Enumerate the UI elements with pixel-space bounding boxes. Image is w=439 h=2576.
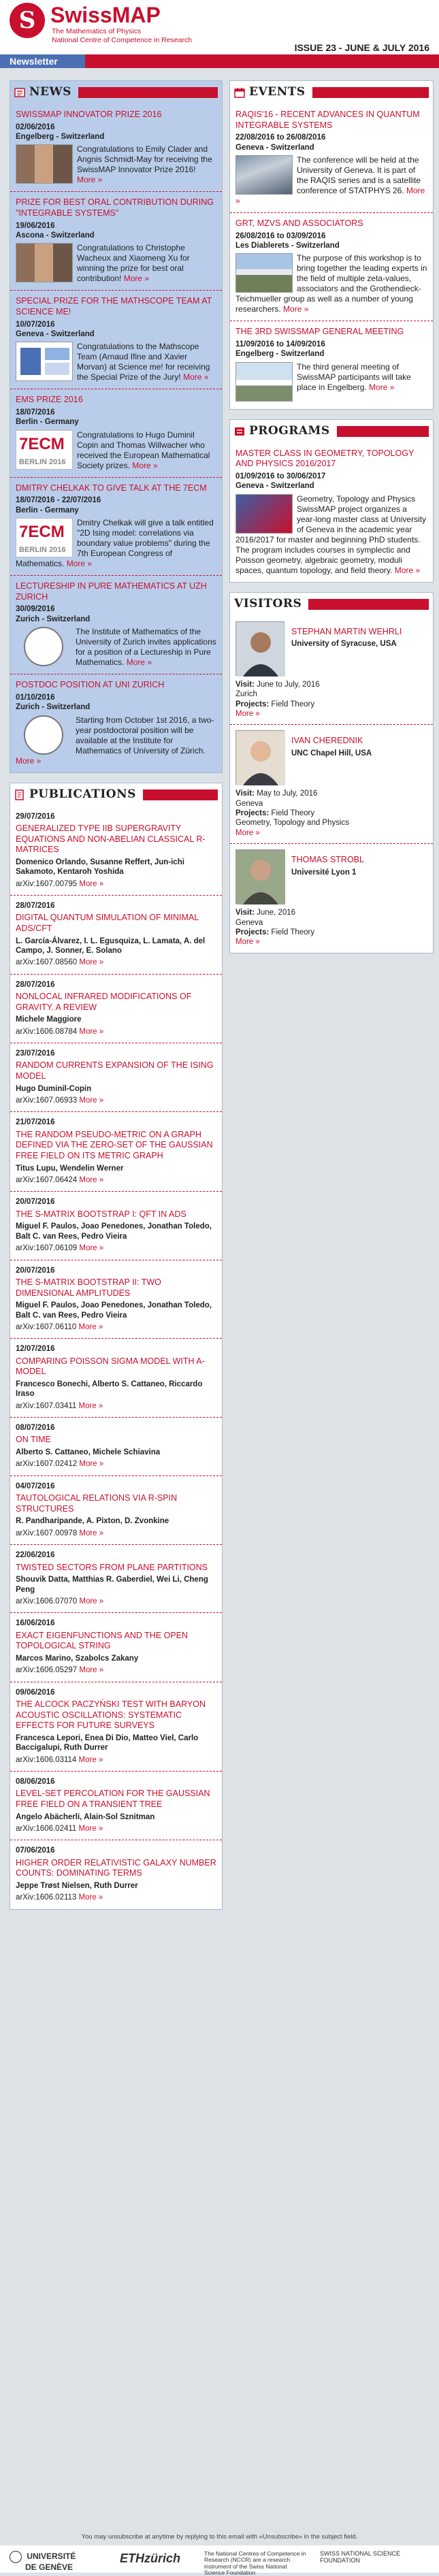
event-item: [230, 104, 433, 213]
publication-title[interactable]: COMPARING POISSON SIGMA MODEL WITH A-MODEL: [16, 1356, 205, 1377]
news-item-place: Zurich - Switzerland: [16, 703, 91, 712]
news-item-place: Berlin - Germany: [16, 506, 79, 515]
publications-title: PUBLICATIONS: [29, 787, 136, 801]
nccr-note: The National Centres of Competence in Research (NCCR) are a research instrument of the Swiss National Science Foundation: [204, 2550, 306, 2576]
projects-row: [235, 700, 427, 709]
news-item: [10, 576, 222, 674]
publication-item: [10, 1476, 222, 1545]
publications-icon: [14, 789, 25, 800]
publications-title-bar: [143, 789, 218, 800]
publication-arxiv: [16, 1027, 216, 1037]
tagline: [52, 27, 192, 44]
visit-label: Visit:: [235, 789, 255, 798]
more-link[interactable]: More »: [235, 709, 260, 718]
programs-title: PROGRAMS: [249, 424, 330, 438]
ecm-logo-sub: BERLIN 2016: [19, 457, 66, 466]
visitor-photo: [235, 730, 284, 785]
mathscope-image[interactable]: [16, 342, 73, 381]
event-title[interactable]: RAQIS'16 - RECENT ADVANCES IN QUANTUM INTEGRABLE SYSTEMS: [235, 110, 420, 130]
news-item-body: [16, 627, 216, 668]
projects-value: Field Theory: [271, 928, 315, 936]
publication-item: [10, 1339, 222, 1418]
publication-title[interactable]: LEVEL-SET PERCOLATION FOR THE GAUSSIAN FREE FIELD ON A TRANSIENT TREE: [16, 1789, 210, 1809]
program-title[interactable]: MASTER CLASS IN GEOMETRY, TOPOLOGY AND PHYSICS 2016/2017: [235, 448, 414, 469]
news-item: [10, 674, 222, 772]
publication-arxiv: [16, 1175, 216, 1185]
calendar-icon: [234, 87, 245, 98]
publication-arxiv: [16, 879, 216, 889]
visitor-card: [230, 843, 433, 953]
arxiv-id: arXiv:1606.05297: [16, 1666, 78, 1675]
news-item: [10, 192, 222, 291]
more-link[interactable]: More »: [66, 559, 93, 569]
more-link[interactable]: More »: [79, 1460, 104, 1469]
publication-date: 20/07/2016: [16, 1198, 55, 1207]
publication-date: 09/06/2016: [16, 1688, 55, 1697]
visit-row: [235, 680, 427, 689]
event-text: The purpose of this workshop is to bring together the leading experts in the field of multiple zeta-values, associators and the Grothendieck-Teichmueller group as well as a number of young researchers.: [235, 253, 427, 314]
event-title[interactable]: THE 3RD SWISSMAP GENERAL MEETING: [235, 327, 404, 337]
news-item: [10, 104, 222, 192]
news-icon: [14, 87, 25, 98]
more-link[interactable]: More »: [78, 1322, 103, 1331]
publication-item: [10, 1840, 222, 1908]
news-item-body: [16, 243, 216, 284]
program-text: Geometry, Topology and Physics SwissMAP project organizes a year-long master class at University of Geneva in the academic year 2016/2017 for master and beginning PhD students. The program includes courses in symplectic and Poisson geometry, algebraic geometry, moduli spaces, quantum topology, and field theory.: [235, 493, 427, 575]
news-item-place: Engelberg - Switzerland: [16, 133, 105, 141]
visitor-name[interactable]: THOMAS STROBL: [291, 855, 364, 865]
programs-title-bar: [337, 426, 429, 437]
publication-item: [10, 896, 222, 975]
event-place: Geneva - Switzerland: [235, 143, 314, 152]
news-item-date: 10/07/2016: [16, 320, 55, 329]
event-text: The conference will be held at the University of Geneva. It is part of the RAQIS series and is a satellite conference of STATPHYS 26.: [297, 155, 421, 195]
programs-icon: [234, 426, 245, 437]
programs-header: [230, 420, 433, 443]
news-title-bar: [78, 87, 218, 98]
publication-item: [10, 1260, 222, 1339]
news-item: [10, 478, 222, 576]
publication-arxiv: [16, 1824, 216, 1833]
projects-value: Field Theory: [271, 809, 315, 817]
visit-value: May to July, 2016: [257, 789, 318, 798]
more-link[interactable]: More »: [235, 186, 425, 206]
publication-authors: Shouvik Datta, Matthias R. Gaberdiel, Wei Li, Cheng Peng: [16, 1576, 208, 1594]
news-item-title[interactable]: LECTURESHIP IN PURE MATHEMATICS AT UZH ZURICH: [16, 581, 207, 602]
news-item-body: [16, 144, 216, 185]
event-place: Les Diablerets - Switzerland: [235, 242, 340, 250]
news-item-text: Congratulations to the Mathscope Team (Arnaud Ifine and Xavier Morvan) at Science me! for receiving the Special Prize of the Jury!: [77, 342, 210, 382]
news-item-body: [16, 342, 216, 382]
visit-city: Geneva: [235, 799, 263, 808]
publication-date: 20/07/2016: [16, 1266, 55, 1275]
publication-title[interactable]: THE RANDOM PSEUDO-METRIC ON A GRAPH DEFINED VIA THE ZERO-SET OF THE GAUSSIAN FREE FIELD ON ITS METRIC GRAPH: [16, 1129, 213, 1160]
publication-title[interactable]: ON TIME: [16, 1435, 51, 1445]
visitor-name[interactable]: STEPHAN MARTIN WEHRLI: [291, 626, 402, 636]
news-item-text: Congratulations to Christophe Wacheux and Xiaomeng Xu for winning the prize for best oral contribution!: [77, 243, 190, 284]
publications-panel: [10, 783, 223, 1910]
publication-arxiv: [16, 1529, 216, 1538]
visit-city: Geneva: [235, 918, 263, 927]
events-panel: [229, 80, 434, 410]
publication-arxiv: [16, 958, 216, 967]
event-title[interactable]: GRT, MZVS AND ASSOCIATORS: [235, 218, 363, 228]
tagline-line-2: National Centre of Competence in Research: [52, 35, 193, 44]
event-body: [235, 362, 427, 403]
more-link[interactable]: More »: [235, 938, 260, 947]
arxiv-id: arXiv:1606.08784: [16, 1027, 78, 1036]
arxiv-id: arXiv:1607.00795: [16, 879, 78, 888]
publication-title[interactable]: THE ALCOCK PACZYŃSKI TEST WITH BARYON ACOUSTIC OSCILLATIONS: SYSTEMATIC EFFECTS FOR FUTURE SURVEYS: [16, 1699, 206, 1731]
visitor-affiliation: University of Syracuse, USA: [291, 640, 397, 649]
ecm-logo-text: 7ECM: [19, 523, 65, 542]
publication-item: [10, 1192, 222, 1260]
visitor-card: [230, 616, 433, 725]
projects-label: Projects:: [235, 928, 270, 936]
engelberg-photo[interactable]: [235, 362, 293, 402]
arxiv-id: arXiv:1606.02113: [16, 1893, 77, 1902]
news-item-title[interactable]: DMITRY CHELKAK TO GIVE TALK AT THE 7ECM: [16, 483, 207, 493]
uzh-seal-icon[interactable]: [24, 627, 63, 666]
events-title-bar: [312, 87, 429, 98]
program-place: Geneva - Switzerland: [235, 482, 314, 491]
news-item-title[interactable]: SPECIAL PRIZE FOR THE MATHSCOPE TEAM AT SCIENCE ME!: [16, 296, 212, 316]
news-item-text: Congratulations to Emily Clader and Angnis Schmidt-May for receiving the SwissMAP Innovator Prize 2016!: [77, 144, 212, 175]
publication-arxiv: [16, 1893, 216, 1902]
more-link[interactable]: More »: [79, 1529, 104, 1537]
programs-panel: [229, 419, 434, 583]
news-item-place: Geneva - Switzerland: [16, 330, 95, 338]
publication-date: 21/07/2016: [16, 1118, 55, 1127]
visit-value: June to July, 2016: [257, 680, 320, 689]
more-link[interactable]: More »: [78, 1755, 103, 1764]
arxiv-id: arXiv:1607.06424: [16, 1176, 78, 1184]
news-item-place: Ascona - Switzerland: [16, 231, 95, 240]
projects-row: [235, 809, 427, 818]
publication-authors: R. Pandharipande, A. Pixton, D. Zvonkine: [16, 1517, 169, 1526]
events-title: EVENTS: [249, 85, 306, 99]
publication-title[interactable]: RANDOM CURRENTS EXPANSION OF THE ISING MODEL: [16, 1060, 214, 1081]
innovator-prize-photo[interactable]: [16, 144, 73, 184]
news-item-body: [16, 430, 216, 471]
ecm-logo-text: 7ECM: [19, 434, 65, 453]
arxiv-id: arXiv:1606.03114: [16, 1755, 77, 1764]
news-header: [10, 81, 222, 104]
footer: [0, 2545, 439, 2576]
publication-authors: Angelo Abächerli, Alain-Sol Sznitman: [16, 1812, 155, 1821]
oral-prize-photo[interactable]: [16, 243, 73, 282]
unige-logo[interactable]: [10, 2551, 76, 2572]
more-link[interactable]: More »: [79, 879, 104, 888]
master-class-poster[interactable]: [235, 494, 293, 534]
publication-authors: Francesco Bonechi, Alberto S. Cattaneo, Riccardo Iraso: [16, 1380, 203, 1399]
event-item: [230, 213, 433, 321]
publication-item: [10, 1613, 222, 1682]
program-body: [235, 494, 427, 576]
newsletter-header: [0, 0, 439, 56]
ecm-logo[interactable]: [16, 430, 73, 470]
publication-authors: Miguel F. Paulos, Joao Penedones, Jonathan Toledo, Balt C. van Rees, Pedro Vieira: [16, 1301, 212, 1320]
event-body: [235, 253, 427, 314]
publication-date: 28/07/2016: [16, 901, 55, 910]
arxiv-id: arXiv:1607.08560: [16, 958, 78, 967]
publication-item: [10, 1545, 222, 1613]
publication-arxiv: [16, 1665, 216, 1675]
publication-authors: Alberto S. Cattaneo, Michele Schiavina: [16, 1448, 161, 1456]
projects-label: Projects:: [235, 700, 270, 708]
more-link[interactable]: More »: [132, 460, 158, 470]
news-item-text: Dmitry Chelkak will give a talk entitled "2D Ising model: correlations via boundary value problems" during the 7th European Congress of Mathematics.: [16, 518, 214, 569]
publication-arxiv: [16, 1096, 216, 1105]
news-item-date: 01/10/2016: [16, 693, 55, 702]
publication-title[interactable]: TWISTED SECTORS FROM PLANE PARTITIONS: [16, 1562, 208, 1572]
visitors-title-bar: [308, 599, 429, 610]
publication-authors: Jeppe Trøst Nielsen, Ruth Durrer: [16, 1882, 138, 1890]
arxiv-id: arXiv:1607.06933: [16, 1096, 78, 1105]
ecm-logo-sub: BERLIN 2016: [19, 546, 66, 555]
publication-arxiv: [16, 1755, 216, 1765]
news-item-title[interactable]: POSTDOC POSITION AT UNI ZURICH: [16, 680, 165, 690]
publication-arxiv: [16, 1597, 216, 1606]
news-item-date: 18/07/2016 - 22/07/2016: [16, 496, 101, 505]
more-link[interactable]: More »: [394, 565, 421, 575]
visitors-panel: [229, 592, 434, 953]
news-item-body: [16, 518, 216, 569]
arxiv-id: arXiv:1607.06110: [16, 1322, 77, 1331]
visitor-details: [235, 785, 427, 838]
ecm-logo[interactable]: [16, 518, 73, 557]
publication-date: 23/07/2016: [16, 1049, 55, 1058]
tagline-line-1: The Mathematics of Physics: [52, 27, 142, 35]
event-date: 26/08/2016 to 03/09/2016: [235, 231, 326, 240]
visitor-photo: [235, 621, 284, 676]
issue-label: ISSUE 23 - JUNE & JULY 2016: [294, 42, 429, 53]
eth-logo[interactable]: ETHzürich: [120, 2551, 181, 2565]
more-link[interactable]: More »: [283, 304, 309, 314]
more-link[interactable]: More »: [79, 1666, 104, 1675]
visitor-affiliation: UNC Chapel Hill, USA: [291, 749, 372, 757]
arxiv-id: arXiv:1607.06109: [16, 1244, 78, 1253]
unige-line-2: DE GENÈVE: [25, 2562, 74, 2572]
publication-date: 04/07/2016: [16, 1482, 55, 1490]
more-link[interactable]: More »: [78, 1825, 103, 1833]
newsletter-bar: [0, 54, 439, 68]
events-header: [230, 81, 433, 104]
publication-date: 16/06/2016: [16, 1619, 55, 1628]
publication-item: [10, 975, 222, 1043]
news-item-text: The Institute of Mathematics of the University of Zurich invites applications for a position of a Lectureship in Pure Mathematics.: [76, 627, 216, 668]
visit-row: [235, 908, 427, 917]
projects-row: [235, 928, 427, 937]
more-link[interactable]: More »: [79, 1244, 104, 1253]
news-item-date: 02/06/2016: [16, 123, 55, 131]
more-link[interactable]: More »: [123, 274, 150, 284]
news-item-title[interactable]: PRIZE FOR BEST ORAL CONTRIBUTION DURING "INTEGRABLE SYSTEMS": [16, 197, 214, 218]
publication-arxiv: [16, 1401, 216, 1411]
publication-date: 22/06/2016: [16, 1551, 55, 1560]
news-item-body: [16, 715, 216, 766]
publication-item: [10, 1772, 222, 1840]
news-item-date: 18/07/2016: [16, 408, 55, 417]
more-link[interactable]: More »: [79, 1176, 104, 1184]
news-item-place: Berlin - Germany: [16, 418, 79, 427]
more-link[interactable]: More »: [235, 828, 260, 837]
publication-title[interactable]: THE S-MATRIX BOOTSTRAP I: QFT IN ADS: [16, 1209, 186, 1219]
publication-date: 29/07/2016: [16, 812, 55, 821]
uzh-seal-icon[interactable]: [24, 715, 63, 755]
event-date: 22/08/2016 to 26/08/2016: [235, 133, 326, 142]
unige-seal-icon: [10, 2551, 22, 2563]
news-item-title[interactable]: SWISSMAP INNOVATOR PRIZE 2016: [16, 110, 162, 119]
publication-date: 08/06/2016: [16, 1778, 55, 1786]
projects-extra: Geometry, Topology and Physics: [235, 819, 350, 828]
publication-authors: L. García-Álvarez, I. L. Egusquiza, L. Lamata, A. del Campo, J. Sonner, E. Solano: [16, 936, 206, 955]
visitor-details: [235, 676, 427, 719]
event-item: [230, 321, 433, 408]
publications-header: [10, 783, 222, 806]
publication-date: 28/07/2016: [16, 980, 55, 989]
publication-title[interactable]: THE S-MATRIX BOOTSTRAP II: TWO DIMENSIONAL AMPLITUDES: [16, 1277, 161, 1298]
visitor-name[interactable]: IVAN CHEREDNIK: [291, 736, 363, 746]
news-item: [10, 389, 222, 477]
snsf-logo[interactable]: SWISS NATIONAL SCIENCE FOUNDATION: [320, 2550, 401, 2564]
publication-authors: Francesca Lepori, Enea Di Dio, Matteo Viel, Carlo Baccigalupi, Ruth Durrer: [16, 1733, 199, 1752]
more-link[interactable]: More »: [78, 1401, 103, 1410]
news-title: NEWS: [29, 85, 71, 99]
more-link[interactable]: More »: [79, 1096, 104, 1105]
arxiv-id: arXiv:1606.02411: [16, 1825, 77, 1833]
publication-item: [10, 806, 222, 896]
publication-authors: Domenico Orlando, Susanne Reffert, Jun-ichi Sakamoto, Kentaroh Yoshida: [16, 858, 184, 877]
news-item-date: 30/09/2016: [16, 605, 55, 614]
arxiv-id: arXiv:1607.00978: [16, 1529, 78, 1537]
newsletter-label: Newsletter: [0, 54, 85, 68]
publication-title[interactable]: TAUTOLOGICAL RELATIONS VIA R-SPIN STRUCTURES: [16, 1493, 178, 1514]
arxiv-id: arXiv:1606.07070: [16, 1597, 78, 1605]
news-item-text: Starting from October 1st 2016, a two-year postdoctoral position will be available at the Institute for Mathematics of University of Zürich.: [76, 715, 214, 755]
publication-arxiv: [16, 1322, 216, 1332]
visitor-details: [235, 904, 427, 947]
event-place: Engelberg - Switzerland: [235, 350, 325, 359]
publication-title[interactable]: HIGHER ORDER RELATIVISTIC GALAXY NUMBER COUNTS: DOMINATING TERMS: [16, 1857, 216, 1878]
publication-authors: Michele Maggiore: [16, 1015, 82, 1024]
visitor-card: [230, 724, 433, 843]
arxiv-id: arXiv:1607.02412: [16, 1460, 78, 1469]
publication-date: 12/07/2016: [16, 1345, 55, 1354]
news-panel: [10, 80, 223, 773]
publication-item: [10, 1682, 222, 1772]
more-link[interactable]: More »: [79, 1027, 104, 1036]
visit-row: [235, 789, 427, 798]
unige-line-1: UNIVERSITÉ: [27, 2551, 76, 2562]
publication-arxiv: [16, 1459, 216, 1469]
more-link[interactable]: More »: [79, 958, 104, 967]
more-link[interactable]: More »: [126, 657, 152, 668]
news-item-place: Zurich - Switzerland: [16, 615, 91, 623]
more-link[interactable]: More »: [183, 372, 209, 382]
publication-item: [10, 1112, 222, 1192]
visit-label: Visit:: [235, 680, 255, 689]
visitors-header: [230, 593, 433, 616]
swissmap-logo[interactable]: S: [10, 3, 45, 38]
visit-label: Visit:: [235, 909, 255, 917]
program-item: [230, 443, 433, 582]
unsubscribe-note: You may unsubscribe at anytime by replying to this email with «Unsubscribe» in the subject field.: [81, 2533, 358, 2541]
program-date: 01/09/2016 to 30/06/2017: [235, 472, 326, 480]
news-item-date: 19/06/2016: [16, 221, 55, 230]
publication-item: [10, 1418, 222, 1476]
raqis-photo[interactable]: [235, 155, 293, 195]
more-link[interactable]: More »: [79, 1597, 104, 1605]
publication-title[interactable]: DIGITAL QUANTUM SIMULATION OF MINIMAL ADS/CFT: [16, 913, 199, 933]
event-body: [235, 155, 427, 206]
publication-date: 08/07/2016: [16, 1424, 55, 1432]
visitor-photo: [235, 849, 284, 904]
publication-title[interactable]: GENERALIZED TYPE IIB SUPERGRAVITY EQUATIONS AND NON-ABELIAN CLASSICAL R-MATRICES: [16, 823, 206, 855]
publication-arxiv: [16, 1243, 216, 1253]
more-link[interactable]: More »: [77, 175, 103, 185]
visit-city: Zurich: [235, 690, 257, 699]
news-item: [10, 291, 222, 389]
visit-value: June, 2016: [257, 909, 296, 917]
projects-value: Field Theory: [271, 700, 315, 708]
diablerets-photo[interactable]: [235, 253, 293, 293]
publication-item: [10, 1043, 222, 1112]
right-column: [229, 80, 434, 963]
news-item-text: Congratulations to Hugo Duminil Copin and Thomas Willwacher who received the European Mathematical Society prizes.: [77, 429, 210, 470]
publication-date: 07/06/2016: [16, 1846, 55, 1855]
brand-name[interactable]: SwissMAP: [50, 3, 161, 27]
visitor-affiliation: Université Lyon 1: [291, 868, 357, 877]
publication-title[interactable]: EXACT EIGENFUNCTIONS AND THE OPEN TOPOLOGICAL STRING: [16, 1630, 189, 1651]
left-column: [10, 80, 223, 1919]
event-date: 11/09/2016 to 14/09/2016: [235, 340, 325, 348]
publication-authors: Titus Lupu, Wendelin Werner: [16, 1164, 124, 1173]
publication-title[interactable]: NONLOCAL INFRARED MODIFICATIONS OF GRAVITY. A REVIEW: [16, 992, 192, 1012]
more-link[interactable]: More »: [16, 755, 42, 766]
news-item-title[interactable]: EMS PRIZE 2016: [16, 395, 83, 405]
publication-authors: Marcos Marino, Szabolcs Zakany: [16, 1654, 139, 1663]
more-link[interactable]: More »: [78, 1893, 103, 1902]
event-text: The third general meeting of SwissMAP participants will take place in Engelberg.: [297, 361, 411, 392]
arxiv-id: arXiv:1607.03411: [16, 1401, 77, 1410]
visitors-title: VISITORS: [234, 597, 302, 611]
publication-authors: Hugo Duminil-Copin: [16, 1084, 92, 1093]
more-link[interactable]: More »: [369, 382, 395, 392]
publication-authors: Miguel F. Paulos, Joao Penedones, Jonathan Toledo, Balt C. van Rees, Pedro Vieira: [16, 1222, 212, 1241]
projects-label: Projects:: [235, 809, 270, 817]
